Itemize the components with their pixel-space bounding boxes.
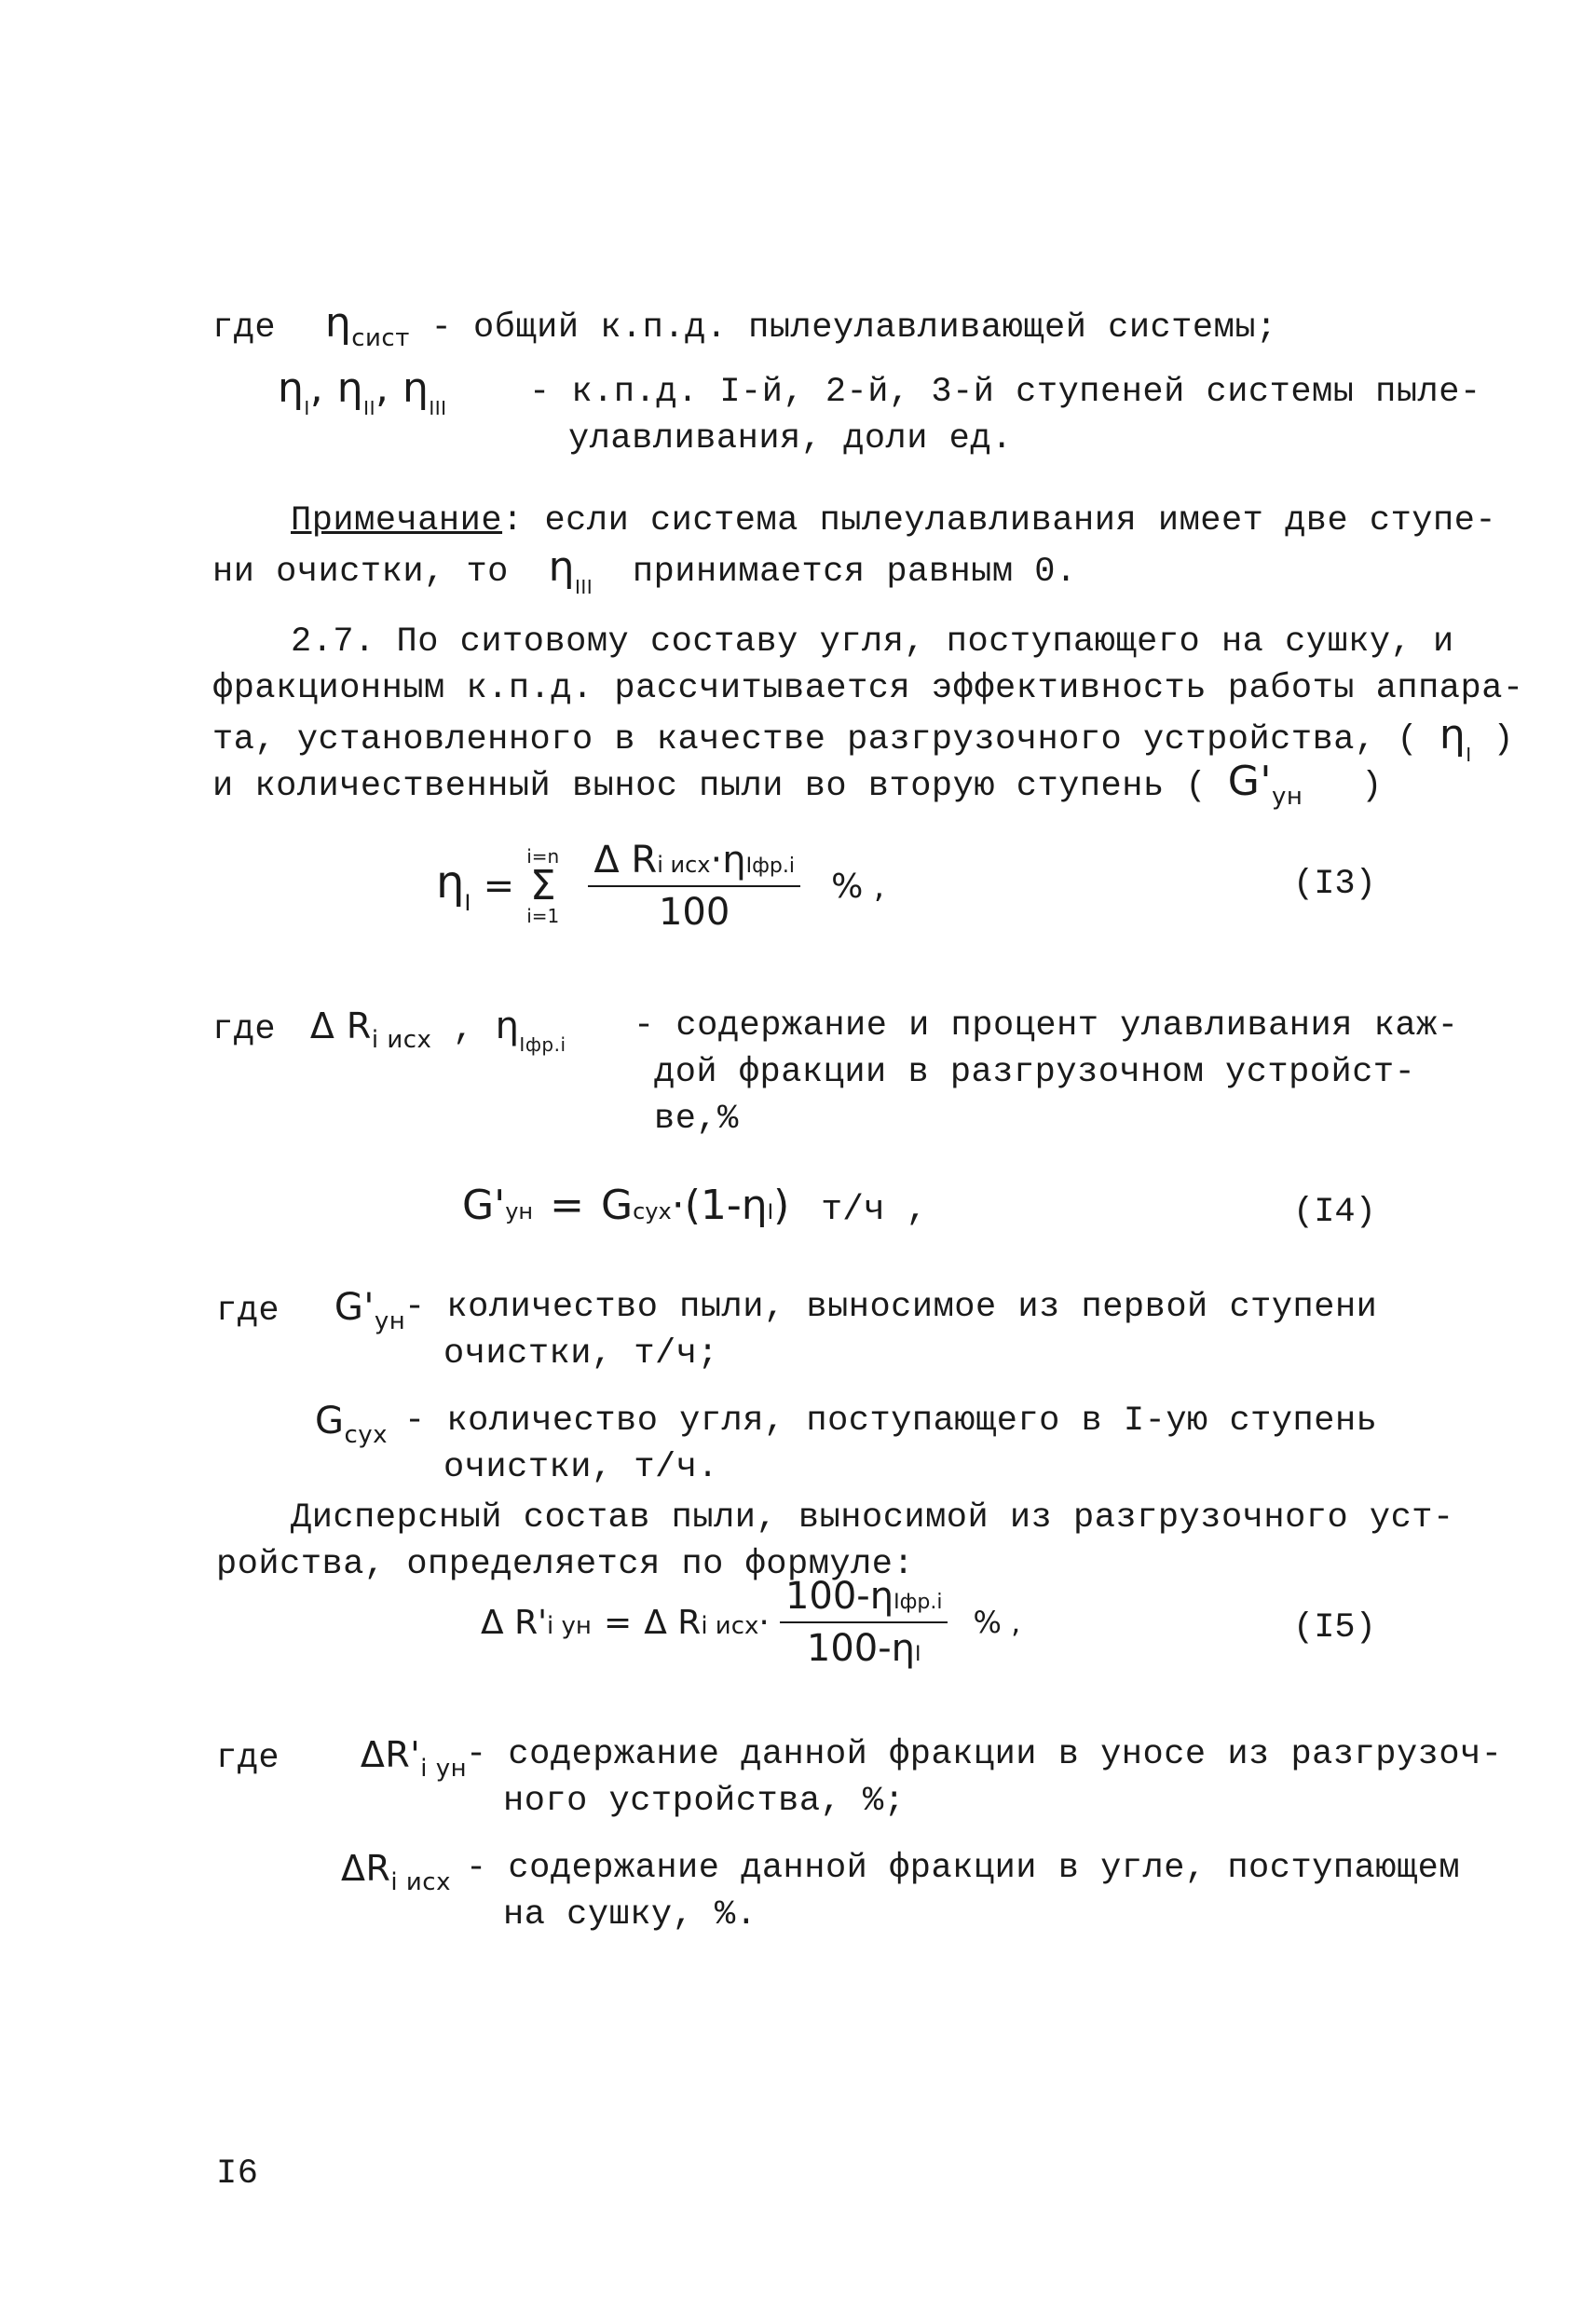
where-word: где — [212, 308, 277, 348]
para15-line2: ройства, определяется по формуле: — [216, 1545, 915, 1584]
where15b-line1: - содержание данной фракции в угле, поступающем — [466, 1849, 1461, 1888]
where15a-line1: - содержание данной фракции в уносе из разгрузоч- — [466, 1735, 1503, 1774]
where15b-line2: на сушку, %. — [503, 1895, 757, 1935]
where14b-line1: - количество угля, поступающего в I-ую ступень — [404, 1402, 1378, 1441]
note-line2: ни очистки, то $\eta_{III}$ принимается равным 0. — [212, 543, 1077, 598]
where13-line2: дой фракции в разгрузочном устройст- — [654, 1053, 1416, 1092]
where14a-line1: - количество пыли, выносимое из первой ступени — [404, 1288, 1378, 1327]
where13-symbols: где Δ $R_{i исх}$ , $\eta_{Iфр.i}$ — [212, 1005, 566, 1056]
para27-line1: 2.7. По ситовому составу угля, поступающего на сушку, и — [291, 622, 1454, 662]
para27-line3: та, установленного в качестве разгрузочного устройства, ( $\eta_I$ ) — [212, 711, 1515, 766]
where15a-symbols: где $\Delta R'_{i ун}$ — [216, 1734, 468, 1783]
page-number: I6 — [216, 2154, 259, 2194]
where15a-line2: ного устройства, %; — [503, 1782, 906, 1821]
equation-13-label: (I3) — [1293, 865, 1376, 904]
where15b-symbol: $\Delta R_{i исх}$ — [341, 1848, 451, 1896]
line-where-eta-system — [212, 300, 1277, 362]
para27-line4: и количественный вынос пыли во вторую ступень ( $G'_{ун}$ ) — [212, 758, 1383, 811]
where14a-symbols: где $G'_{ун}$ — [216, 1286, 406, 1335]
where14b-line2: очистки, т/ч. — [443, 1448, 719, 1487]
where13-line3: ве,% — [654, 1100, 739, 1139]
where13-line1: - содержание и процент улавливания каж- — [634, 1006, 1459, 1046]
stages-definition-line1: - к.п.д. I-й, 2-й, 3-й ступеней системы пыле- — [529, 373, 1481, 412]
equation-14: G'ун = Gсух·(1-ηI) т/ч , — [462, 1182, 928, 1230]
equation-14-label: (I4) — [1293, 1193, 1376, 1232]
where14b-symbol: $G_{сух}$ — [315, 1400, 389, 1449]
equation-15-label: (I5) — [1293, 1608, 1376, 1648]
equation-15: Δ R'i ун = Δ Ri исх· $\frac{\text{100-ηIфр.i}}{100-\eta I}$ % , — [481, 1575, 1021, 1670]
where14a-line2: очистки, т/ч; — [443, 1334, 719, 1374]
eta-symbol: $\eta_{сист}$ — [324, 299, 410, 352]
note-label: Примечание — [291, 501, 503, 540]
definition-text: - общий к.п.д. пылеулавливающей системы; — [430, 308, 1277, 348]
note-line1: Примечание: если система пылеулавливания имеет две ступе- — [291, 501, 1497, 540]
stages-definition-line2: улавливания, доли ед. — [568, 419, 1013, 458]
equation-13: $\eta_I$ = i=n Σ i=1 $\frac{\text{Δ Ri исх·ηIфр.i}}{100}$ % , — [436, 839, 885, 934]
para27-line2: фракционным к.п.д. рассчитывается эффективность работы аппара- — [212, 669, 1524, 708]
eta-stages-symbols: $\eta_I$, $\eta_{II}$, $\eta_{III}$ — [278, 364, 447, 419]
para15-line1: Дисперсный состав пыли, выносимой из разгрузочного уст- — [291, 1498, 1454, 1538]
